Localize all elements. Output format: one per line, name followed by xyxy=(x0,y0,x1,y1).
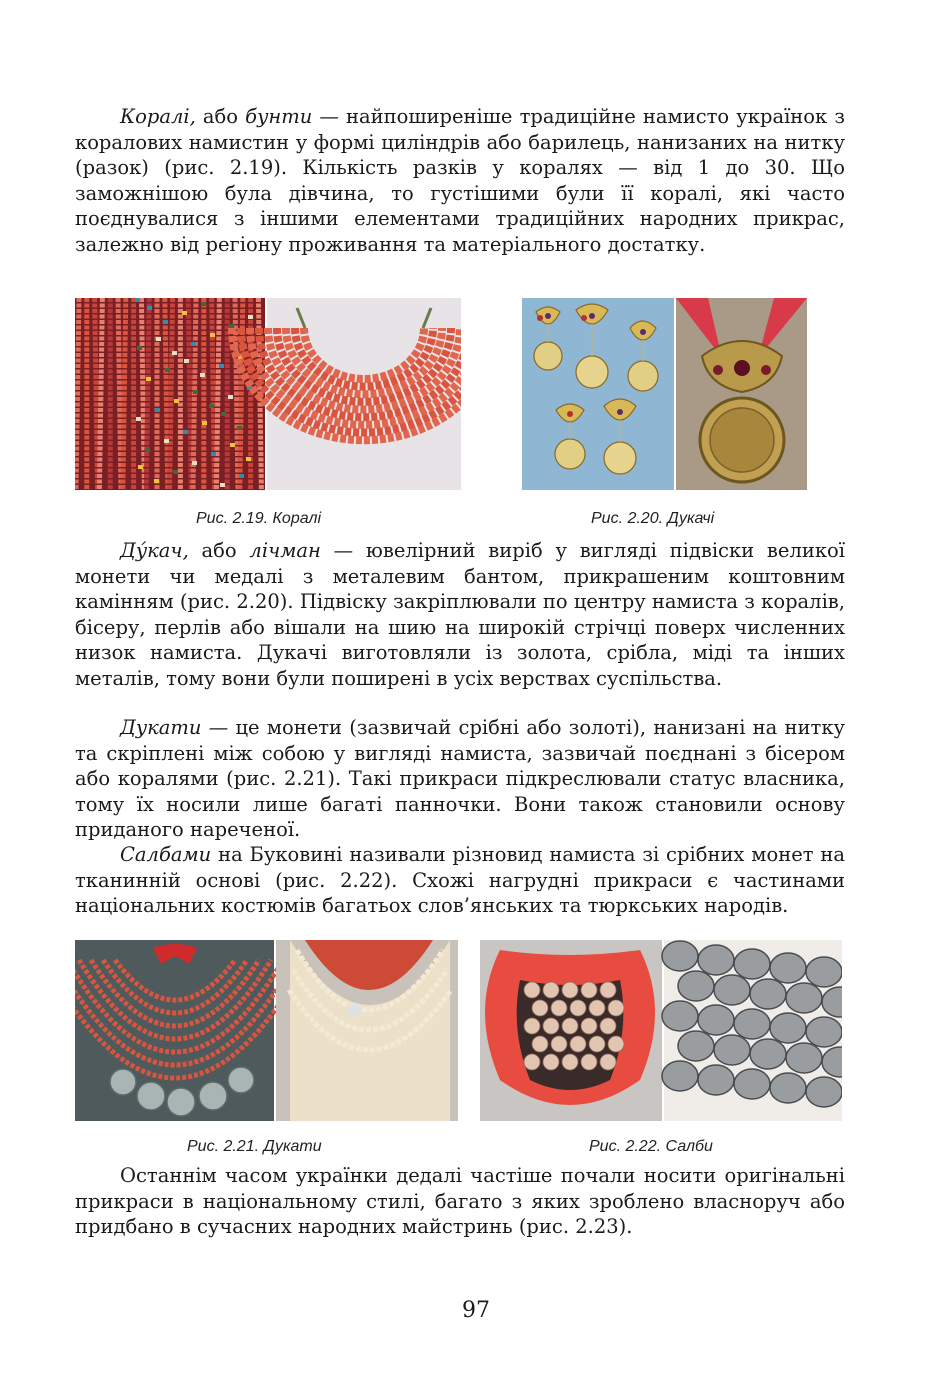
caption-fig-2-21: Рис. 2.21. Дукати xyxy=(187,1138,322,1155)
paragraph-dukaty: Дукати — це монети (зазвичай срібні або золоті), нанизані на нитку та скріплені між собою у вигляді намиста, зазвичай поєднані з бісером або коралями (рис. 2.21). Такі прикраси підкреслювали статус власника, тому їх носили лише багаті панночки. Вони також становили основу приданого нареченої. xyxy=(75,716,845,842)
term-dukach: Ду́кач, xyxy=(120,539,189,562)
paragraph-salby: Салбами на Буковині називали різновид намиста зі срібних монет на тканинній основі (рис. 2.22). Схожі нагрудні прикраси є частинами національних костюмів багатьох слов’янських та тюркських народів. xyxy=(75,843,845,918)
figure-2-20-dukachi-photo xyxy=(522,298,807,490)
page-number: 97 xyxy=(462,1298,490,1323)
term-corals: Коралі, xyxy=(120,105,196,128)
figure-2-19-corals-photo xyxy=(75,298,461,490)
term-bunty: бунти xyxy=(245,105,313,128)
term-lichman: лічман xyxy=(249,539,321,562)
paragraph-corals: Коралі, або бунти — найпоширеніше традиційне намисто українок з коралових намистин у формі циліндрів або барилець, нанизаних на нитку (разок) (рис. 2.19). Кількість разків у коралях — від 1 до 30. Що заможнішою була дівчина, то густішими були її коралі, які часто поєднувалися з іншими елементами традиційних народних прикрас, залежно від регіону проживання та матеріального достатку. xyxy=(75,105,845,256)
paragraph-modern: Останнім часом українки дедалі частіше почали носити оригінальні прикраси в національному стилі, багато з яких зроблено власноруч або придбано в сучасних народних майстринь (рис. 2.23). xyxy=(75,1164,845,1239)
paragraph-dukach: Ду́кач, або лічман — ювелірний виріб у вигляді підвіски великої монети чи медалі з металевим бантом, прикрашеним коштовним камінням (рис. 2.20). Підвіску закріплювали по центру намиста з коралів, бісеру, перлів або вішали на шию на широкій стрічці поверх численних низок намиста. Дукачі виготовляли із золота, срібла, міді та інших металів, тому вони були поширені в усіх верствах суспільства. xyxy=(75,539,845,690)
term-dukaty: Дукати xyxy=(120,716,202,739)
caption-fig-2-22: Рис. 2.22. Салби xyxy=(589,1138,713,1155)
caption-fig-2-19: Рис. 2.19. Коралі xyxy=(196,510,322,527)
figure-2-21-dukaty-photo xyxy=(75,940,458,1121)
caption-fig-2-20: Рис. 2.20. Дукачі xyxy=(591,510,715,527)
term-salby: Салбами xyxy=(120,843,212,866)
figure-2-22-salby-photo xyxy=(480,940,842,1121)
